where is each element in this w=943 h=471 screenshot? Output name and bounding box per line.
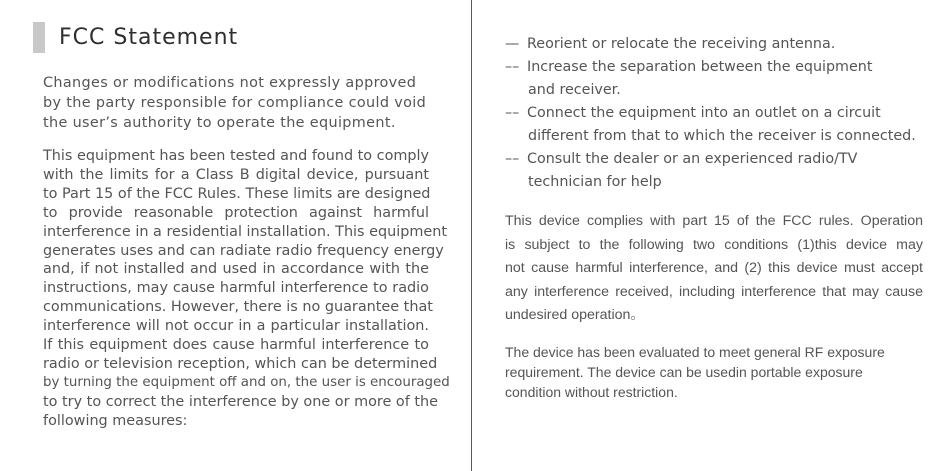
text-line: interference will not occur in a particular installation.	[43, 318, 429, 335]
text-line: by turning the equipment off and on, the user is encouraged	[43, 374, 450, 390]
title-accent-bar	[33, 22, 45, 53]
text-line: condition without restriction.	[505, 384, 678, 400]
text-line: requirement. The device can be usedin portable exposure	[505, 364, 863, 380]
list-item	[505, 33, 925, 56]
text-line: by the party responsible for compliance could void	[43, 95, 427, 111]
list-item	[505, 56, 925, 102]
text-line: Changes or modifications not expressly approved	[43, 75, 417, 91]
list-item-text: and receiver.	[528, 82, 621, 98]
text-line: not cause harmful interference, and (2) this device must accept	[505, 260, 923, 276]
text-line: generates uses and can radiate radio frequency energy	[43, 242, 444, 259]
rf-exposure-paragraph	[505, 342, 925, 402]
text-line: This equipment has been tested and found to comply	[43, 148, 430, 164]
list-item-text: Connect the equipment into an outlet on a circuit	[527, 105, 881, 121]
text-line: and, if not installed and used in accordance with the	[43, 261, 429, 278]
dash-marker: ––	[505, 105, 520, 121]
text-line: with the limits for a Class B digital device, pursuant	[43, 166, 429, 183]
text-line: to try to correct the interference by one or more of the	[43, 393, 438, 410]
list-item-text: technician for help	[528, 174, 662, 190]
part-15-conditions-paragraph	[505, 210, 923, 328]
text-line: The device has been evaluated to meet general RF exposure	[505, 344, 885, 360]
list-item-text: Reorient or relocate the receiving antenna.	[527, 36, 836, 52]
text-line: If this equipment does cause harmful interference to	[43, 337, 429, 354]
dash-marker: ––	[505, 151, 520, 167]
list-item-text: Increase the separation between the equipment	[527, 59, 873, 75]
text-line: radio or television reception, which can be determined	[43, 355, 438, 372]
text-line: to provide reasonable protection against harmful	[43, 204, 429, 221]
text-line: undesired operation。	[505, 307, 645, 323]
list-item	[505, 148, 925, 194]
interference-measures-list	[505, 33, 925, 194]
text-line: instructions, may cause harmful interference to radio	[43, 280, 429, 297]
text-line: communications. However, there is no guarantee that	[43, 299, 433, 316]
class-b-compliance-paragraph	[43, 147, 450, 431]
modification-warning-paragraph	[43, 73, 429, 133]
text-line: any interference received, including interference that may cause	[505, 283, 923, 300]
page-title: FCC Statement	[59, 25, 239, 50]
list-item	[505, 102, 925, 148]
dash-marker: ––	[505, 59, 520, 75]
text-line: following measures:	[43, 412, 188, 429]
text-line: interference in a residential installation. This equipment	[43, 223, 448, 240]
dash-marker: —	[505, 36, 520, 52]
text-line: is subject to the following two conditions (1)this device may	[505, 236, 923, 253]
page-divider	[471, 0, 472, 471]
list-item-text: Consult the dealer or an experienced radio/TV	[527, 151, 858, 167]
list-item-text: different from that to which the receiver is connected.	[528, 128, 916, 144]
text-line: This device complies with part 15 of the FCC rules. Operation	[505, 213, 923, 229]
text-line: the user’s authority to operate the equipment.	[43, 115, 396, 131]
text-line: to Part 15 of the FCC Rules. These limits are designed	[43, 185, 431, 202]
